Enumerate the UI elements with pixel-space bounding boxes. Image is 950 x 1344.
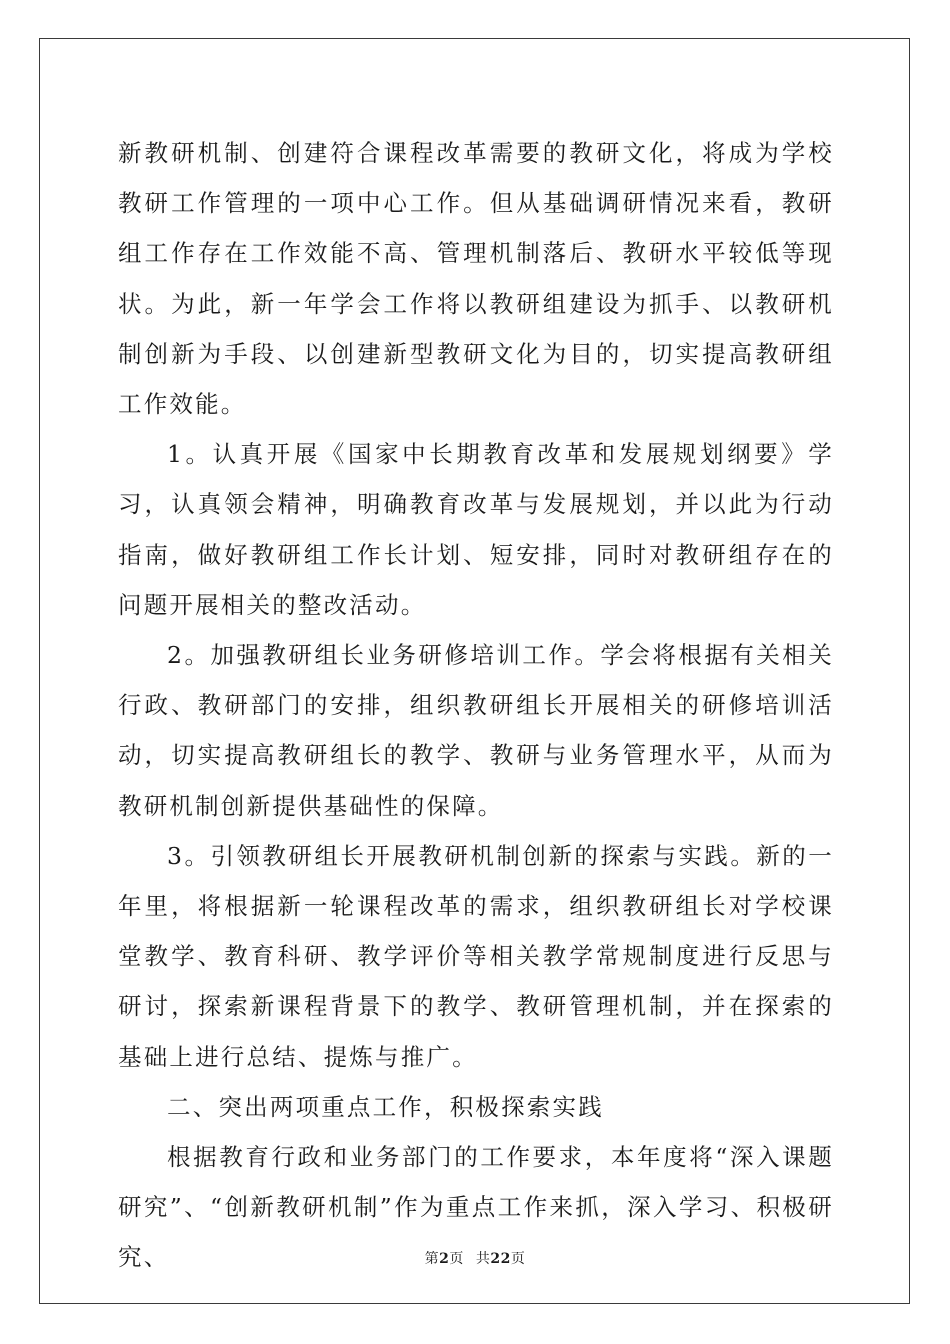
footer-page-prefix: 第 bbox=[424, 1251, 440, 1267]
paragraph-item-2: 2。加强教研组长业务研修培训工作。学会将根据有关相关行政、教研部门的安排，组织教研组长开展相关的研修培训活动，切实提高教研组长的教学、教研与业务管理水平，从而为教研机制创新提供基础性的保障。 bbox=[118, 641, 834, 820]
paragraph-item-3: 3。引领教研组长开展教研机制创新的探索与实践。新的一年里，将根据新一轮课程改革的需求，组织教研组长对学校课堂教学、教育科研、教学评价等相关教学常规制度进行反思与研讨，探索新课程背景下的教学、教研管理机制，并在探索的基础上进行总结、提炼与推广。 bbox=[118, 841, 834, 1071]
footer-total-prefix: 共 bbox=[475, 1251, 491, 1267]
footer-total-suffix: 页 bbox=[510, 1251, 526, 1267]
section-heading-2: 二、突出两项重点工作，积极探索实践 bbox=[167, 1092, 604, 1121]
page-footer bbox=[0, 1248, 950, 1268]
paragraph-intro: 新教研机制、创建符合课程改革需要的教研文化，将成为学校教研工作管理的一项中心工作。但从基础调研情况来看，教研组工作存在工作效能不高、管理机制落后、教研水平较低等现状。为此，新一年学会工作将以教研组建设为抓手、以教研机制创新为手段、以创建新型教研文化为目的，切实提高教研组工作效能。 bbox=[118, 139, 834, 419]
paragraph-item-1: 1。认真开展《国家中长期教育改革和发展规划纲要》学习，认真领会精神，明确教育改革与发展规划，并以此为行动指南，做好教研组工作长计划、短安排，同时对教研组存在的问题开展相关的整改活动。 bbox=[118, 440, 834, 619]
paragraph-section-2-body: 根据教育行政和业务部门的工作要求，本年度将“深入课题研究”、“创新教研机制”作为重点工作来抓，深入学习、积极研究、 bbox=[118, 1143, 834, 1272]
footer-page-suffix: 页 bbox=[449, 1251, 464, 1267]
document-body bbox=[118, 128, 834, 1283]
footer-page-number: 2 bbox=[439, 1251, 450, 1267]
footer-total-pages: 22 bbox=[490, 1251, 511, 1267]
